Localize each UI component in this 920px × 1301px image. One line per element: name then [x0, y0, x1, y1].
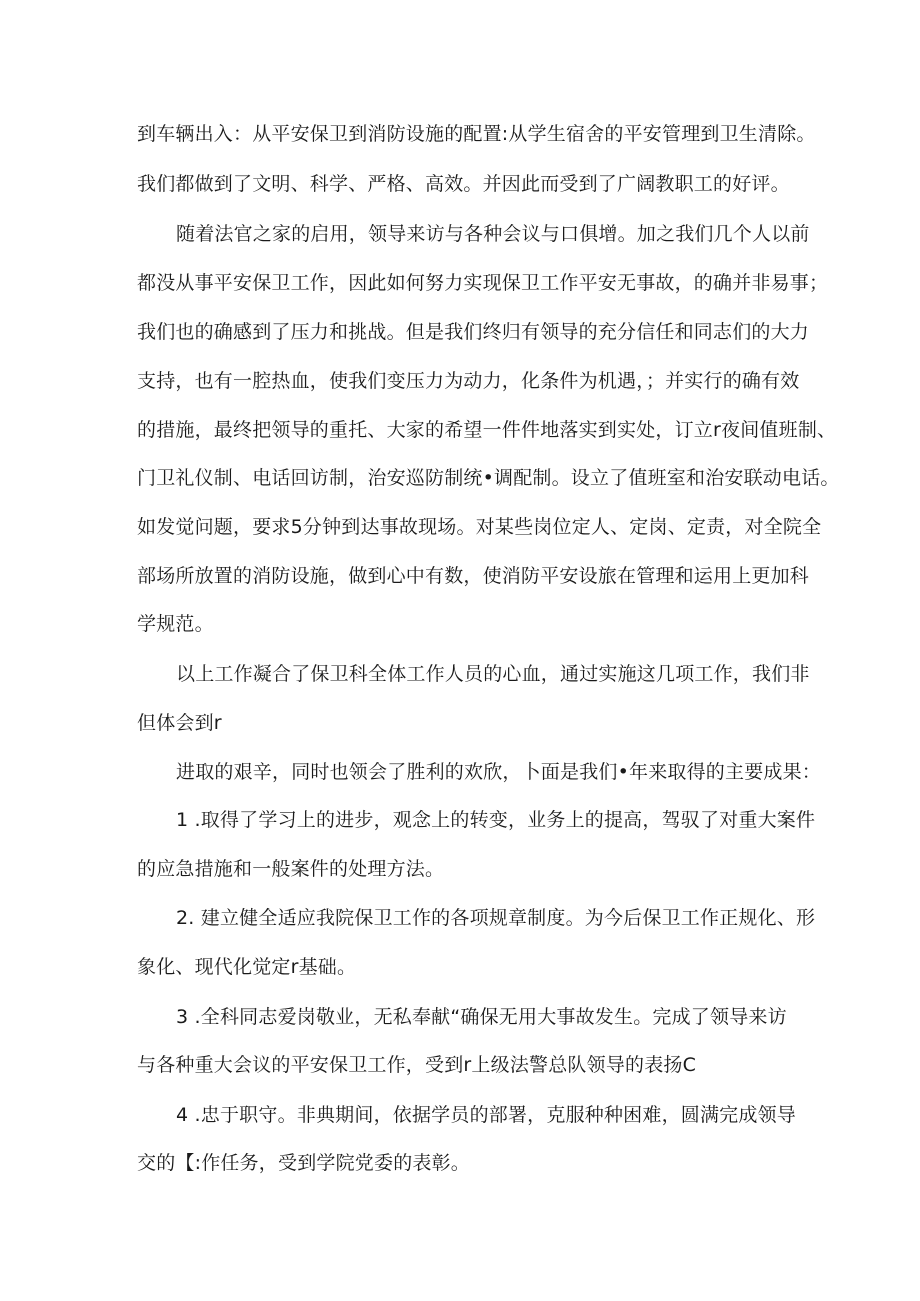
list-item-4: 4 .忠于职守。非典期间，依据学员的部署，克服种种困难，圆满完成领导 — [176, 1104, 796, 1126]
list-item-2: 2. 建立健全适应我院保卫工作的各项规章制度。为今后保卫工作正规化、形 — [176, 907, 816, 929]
list-item-3: 3 .全科同志爱岗敬业，无私奉献“确保无用大事故发生。完成了领导来访 — [176, 1006, 787, 1028]
text-line: 的措施，最终把领导的重托、大家的希望一件件地落实到实处，订立r夜间值班制、 — [137, 419, 837, 441]
text-line: 学规范。 — [137, 613, 214, 635]
paragraph-start-line: 进取的艰辛，同时也领会了胜利的欢欣，卜面是我们•年来取得的主要成果： — [176, 761, 822, 783]
text-line: 我们也的确感到了压力和挑战。但是我们终归有领导的充分信任和同志们的大力 — [137, 321, 810, 343]
list-item-1: 1 .取得了学习上的进步，观念上的转变，业务上的提高，驾驭了对重大案件 — [176, 809, 816, 831]
paragraph-start-line: 随着法官之家的启用，领导来访与各种会议与口俱增。加之我们几个人以前 — [176, 223, 810, 245]
text-line: 如发觉问题，要求5分钟到达事故现场。对某些岗位定人、定岗、定责，对全院全 — [137, 516, 822, 538]
text-line: 但体会到r — [137, 712, 222, 734]
text-line: 象化、现代化觉定r基础。 — [137, 956, 357, 978]
text-line: 我们都做到了文明、科学、严格、高效。并因此而受到了广阔教职工的好评。 — [137, 173, 790, 195]
text-line: 都没从事平安保卫工作，因此如何努力实现保卫工作平安无事故，的确并非易事； — [137, 272, 829, 294]
text-line: 部场所放置的消防设施，做到心中有数，使消防平安设旅在管理和运用上更加科 — [137, 565, 810, 587]
text-line: 到车辆出入：从平安保卫到消防设施的配置:从学生宿舍的平安管理到卫生清除。 — [137, 123, 816, 145]
text-line: 的应急措施和一般案件的处理方法。 — [137, 858, 445, 880]
text-line: 门卫礼仪制、电话回访制，治安巡防制统•调配制。设立了值班室和治安联动电话。 — [137, 467, 840, 489]
text-line: 交的【:作任务，受到学院党委的表彰。 — [137, 1152, 471, 1174]
text-line: 与各种重大会议的平安保卫工作，受到r上级法警总队领导的表扬C — [137, 1054, 697, 1076]
text-line: 支持，也有一腔热血，使我们变压力为动力，化条件为机遇，；并实行的确有效 — [137, 370, 800, 392]
paragraph-start-line: 以上工作凝合了保卫科全体工作人员的心血，通过实施这几项工作，我们非 — [176, 663, 810, 685]
